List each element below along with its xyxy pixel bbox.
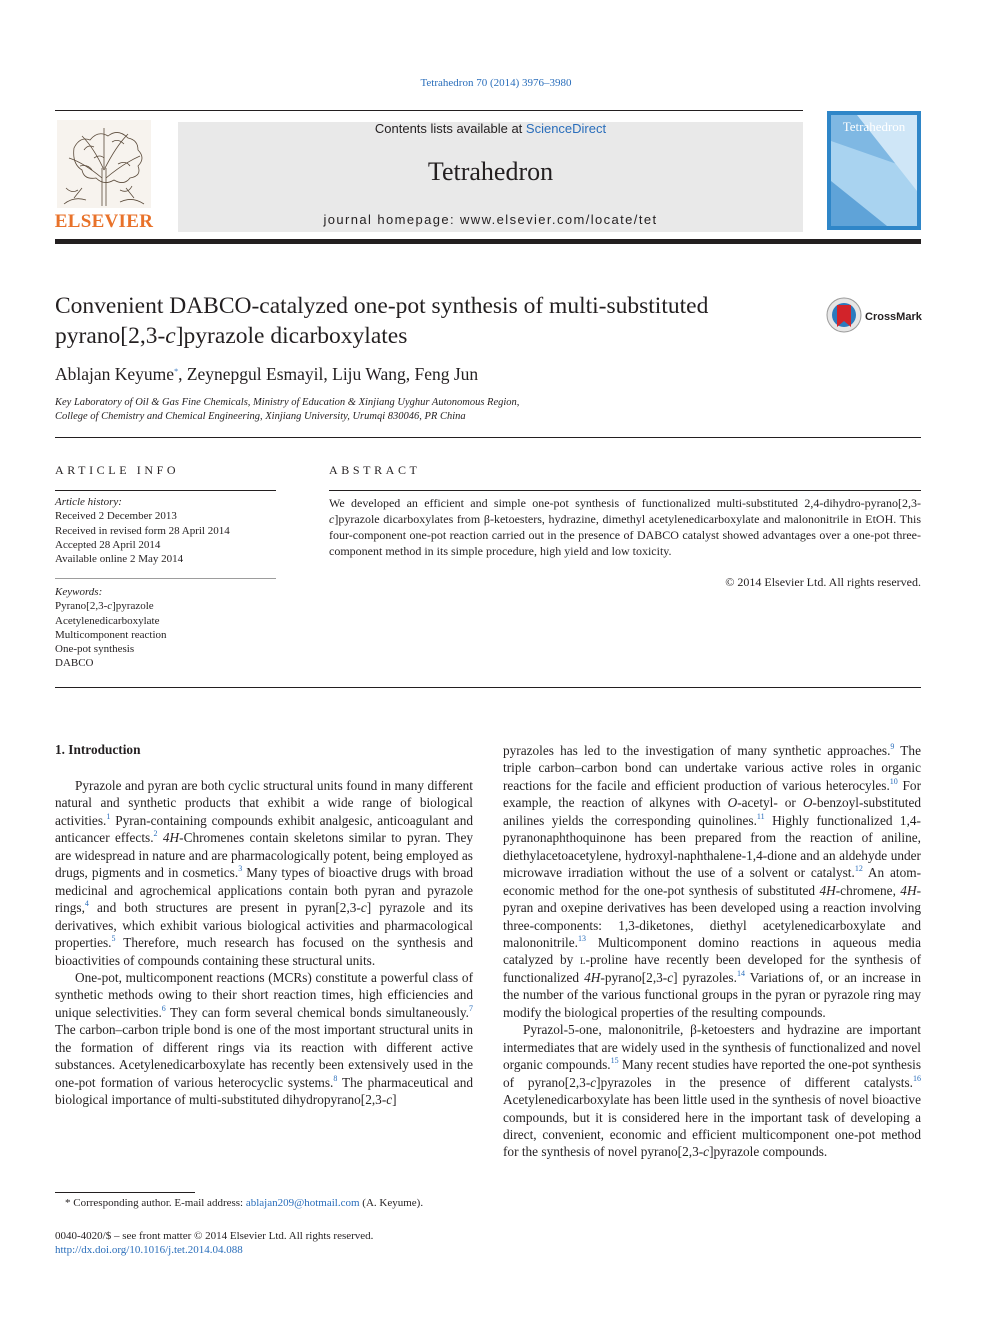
affiliation [55, 396, 755, 424]
title-line-2b: c [165, 323, 176, 349]
text-run: c [590, 1074, 597, 1090]
reference-link[interactable]: 6 [161, 1003, 166, 1013]
text-run: O [802, 795, 813, 811]
text-run: and both structures are present in pyran[2,3- [88, 900, 361, 916]
text-run: -proline have recently been developed for the synthesis of functionalized [503, 952, 922, 985]
title-line-2c: ]pyrazole dicarboxylates [175, 323, 408, 349]
history-accepted: Accepted 28 April 2014 [55, 538, 161, 551]
reference-link[interactable]: 14 [736, 968, 745, 978]
reference-link[interactable]: 9 [890, 742, 895, 751]
reference-link[interactable]: 3 [238, 864, 243, 874]
journal-name: Tetrahedron [427, 157, 554, 186]
text-run: pyrazoles has led to the investigation of many synthetic approaches. [503, 743, 891, 758]
text-run: 4H [819, 882, 836, 898]
text-run: Therefore, much research has focused on the synthesis and bioactivities of compounds containing these structural units. [55, 935, 473, 968]
reference-link[interactable]: 7 [469, 1003, 474, 1013]
footnote-text: Corresponding author. E-mail address: [70, 1197, 246, 1209]
section-rule [55, 437, 921, 438]
corresponding-mark[interactable]: * [174, 367, 179, 376]
text-run: Highly functionalized 1,4-pyranonaphthoquinone has been prepared from the reaction of aniline, diethylacetoacetylene, hydroxyl-naphthalene-1,4-dione and an aldehyde under microwave irradiation without the use of a solvent or catalyst. [503, 812, 921, 881]
affiliation-line-1: Key Laboratory of Oil & Gas Fine Chemicals, Ministry of Education & Xinjiang Uyghur Autonomous Region, [55, 397, 520, 408]
reference-link[interactable]: 12 [854, 864, 863, 874]
paragraph [55, 777, 473, 969]
reference-link[interactable]: 4 [84, 899, 89, 909]
text-run: Multicomponent domino reactions in aqueous media catalyzed by [503, 934, 921, 968]
text-run: l [580, 952, 586, 968]
history-label: Article history: [55, 496, 122, 508]
text-run: 4H [162, 830, 180, 846]
text-run: ] pyrazoles. [673, 969, 737, 985]
abstract-part: We developed an efficient and simple one-pot synthesis of functionalized multi-substituted 2,4-dihydro-pyrano[2,3- [329, 496, 921, 510]
text-run: One-pot, multicomponent reactions (MCRs) constitute a powerful class of synthetic methods owing to their short reaction times, high efficiencies and unique selectivities. [55, 969, 473, 1020]
contents-line [178, 121, 803, 136]
contents-prefix: Contents lists available at [374, 121, 526, 136]
section-heading-introduction: 1. Introduction [55, 742, 141, 757]
keywords-label: Keywords: [55, 586, 103, 598]
text-run: Pyrazole and pyran are both cyclic structural units found in many different natural and synthetic products that exhibit a wide range of biological activities. [55, 778, 473, 828]
text-run: Acetylenedicarboxylate has been little used in the synthesis of novel bioactive compounds, but it is considered here in the important task of developing a direct, convenient, economic and efficient multicomponent one-pot method for the synthesis of novel pyrano[2,3- [503, 1092, 921, 1160]
text-run: Many recent studies have reported the one-pot synthesis of pyrano[2,3- [503, 1057, 921, 1090]
doi-link[interactable]: http://dx.doi.org/10.1016/j.tet.2014.04.088 [55, 1244, 243, 1256]
keyword: Multicomponent reaction [55, 628, 167, 641]
text-run: ]pyrazoles in the presence of different catalysts. [596, 1074, 913, 1090]
keyword-part: ]pyrazole [112, 600, 154, 613]
abstract-copyright: © 2014 Elsevier Ltd. All rights reserved. [725, 575, 921, 589]
corresponding-author-footnote [55, 1197, 505, 1209]
sciencedirect-link[interactable]: ScienceDirect [525, 121, 607, 136]
text-run: Pyrazol-5-one, malononitrile, β-ketoesters and hydrazine are important intermediates that are widely used in the synthesis of functionalized and novel organic compounds. [503, 1022, 921, 1073]
header-thick-rule [55, 239, 921, 244]
history-online: Available online 2 May 2014 [55, 553, 184, 566]
text-run: The triple carbon–carbon bond can undertake various active roles in organic reactions for the facile and efficient production of various heterocyles. [503, 743, 921, 793]
crossmark-badge[interactable] [826, 297, 926, 333]
footnote-tail: (A. Keyume). [359, 1197, 424, 1209]
author-1[interactable]: Ablajan Keyume [55, 364, 175, 384]
text-run: The pharmaceutical and biological importance of multi-substituted dihydropyrano[2,3- [55, 1074, 473, 1108]
text-run: -pyrano[2,3- [600, 969, 668, 985]
abstract-rule [329, 490, 921, 491]
text-run: An atom-economic method for the one-pot synthesis of substituted [503, 865, 921, 898]
text-run: c [386, 1092, 393, 1108]
text-run: ] pyrazole and its derivatives, which exhibit various biological activities and pharmacological properties. [55, 900, 473, 951]
text-run: c [703, 1144, 710, 1160]
paragraph [503, 1021, 921, 1161]
keyword-part: c [107, 600, 113, 613]
paragraph [503, 742, 921, 1021]
reference-link[interactable]: 10 [889, 776, 898, 786]
text-run: c [667, 969, 674, 985]
text-run: ]pyrazole compounds. [709, 1144, 828, 1160]
text-run: ] [392, 1092, 397, 1108]
info-rule [55, 490, 276, 491]
abstract-part: ]pyrazole dicarboxylates from β-ketoesters, hydrazine, dimethyl acetylenedicarboxylate and malononitrile in EtOH. This four-component one-pot reaction carried out in the presence of DABCO catalyst showed advantages over a one-pot three-component method in its simple procedure, high yield and low toxicity. [329, 512, 921, 558]
footnote-mark: * [65, 1197, 71, 1209]
text-run: Pyran-containing compounds exhibit analgesic, anticoagulant and anticancer effects. [55, 812, 473, 846]
crossmark-label: CrossMark [865, 311, 922, 323]
text-run: For example, the reaction of alkynes with [503, 777, 921, 811]
reference-link[interactable]: 13 [577, 933, 586, 943]
reference-link[interactable]: 2 [153, 829, 158, 839]
abstract-text [329, 495, 921, 559]
email-link[interactable]: ablajan209@hotmail.com [245, 1197, 360, 1209]
journal-citation[interactable]: Tetrahedron 70 (2014) 3976–3980 [420, 77, 572, 89]
title-line-1: Convenient DABCO-catalyzed one-pot synthesis of multi-substituted [55, 293, 709, 319]
reference-link[interactable]: 1 [106, 811, 111, 821]
reference-link[interactable]: 16 [912, 1073, 921, 1083]
body-column-right [503, 742, 921, 1161]
history-received: Received 2 December 2013 [55, 510, 177, 523]
text-run: 4H [584, 969, 601, 985]
journal-homepage[interactable]: journal homepage: www.elsevier.com/locate/tet [323, 212, 658, 227]
keyword-part: Pyrano[2,3- [55, 600, 108, 613]
authors [55, 364, 478, 385]
header-rule [55, 110, 803, 111]
issn-line: 0040-4020/$ – see front matter © 2014 Elsevier Ltd. All rights reserved. [55, 1230, 374, 1242]
history-revised: Received in revised form 28 April 2014 [55, 524, 230, 537]
info-divider [55, 578, 276, 579]
reference-link[interactable]: 15 [610, 1056, 619, 1066]
title-line-2a: pyrano[2,3- [55, 323, 166, 349]
text-run: -pyran and oxepine derivatives has been developed using a reaction involving three-components: 1,3-diketones, diethyl acetylenedicarboxylate and malononitrile. [503, 882, 921, 950]
cover-title: Tetrahedron [842, 119, 906, 134]
text-run: -Chromenes contain skeletons similar to pyran. They are widespread in nature and are pharmacologically potent, being employed as drugs, pigments and in cosmetics. [55, 830, 474, 881]
footnote-rule [55, 1192, 195, 1193]
keyword: One-pot synthesis [55, 643, 135, 656]
text-run: -benzoyl-substituted anilines yields the corresponding quinolines. [503, 795, 921, 828]
abstract-heading: ABSTRACT [329, 463, 421, 477]
abstract-part: c [329, 512, 335, 526]
keyword: DABCO [55, 657, 94, 670]
text-run: -chromene, [835, 882, 901, 898]
affiliation-line-2: College of Chemistry and Chemical Engineering, Xinjiang University, Urumqi 830046, PR China [55, 411, 466, 422]
keyword [55, 599, 276, 613]
keyword: Acetylenedicarboxylate [55, 614, 160, 627]
article-info-heading: ARTICLE INFO [55, 463, 180, 477]
body-rule [55, 687, 921, 688]
text-run: c [360, 900, 367, 916]
front-matter [55, 1229, 495, 1257]
authors-rest: , Zeynepgul Esmayil, Liju Wang, Feng Jun [178, 364, 479, 384]
elsevier-wordmark: ELSEVIER [54, 211, 154, 232]
text-run: -acetyl- or [737, 795, 803, 811]
body-column-left [55, 777, 473, 1109]
reference-link[interactable]: 5 [111, 934, 116, 944]
paragraph [55, 969, 473, 1109]
keywords [55, 585, 276, 671]
reference-link[interactable]: 8 [333, 1073, 338, 1083]
article-title [55, 291, 815, 351]
text-run: The carbon–carbon triple bond is one of the most important structural units in the formation of different rings via its reaction with different active substances. Acetylenedicarboxylate has recently been extensively used in the one-pot formation of various heterocyclic systems. [55, 1022, 473, 1090]
journal-cover-thumbnail[interactable] [827, 111, 921, 230]
text-run: O [727, 795, 738, 811]
text-run: Many types of bioactive drugs with broad medicinal and agrochemical applications contain both pyran and pyrazole rings, [55, 865, 473, 916]
text-run: 4H [900, 882, 917, 898]
text-run: They can form several chemical bonds simultaneously. [165, 1004, 470, 1020]
article-history [55, 495, 276, 566]
text-run: Variations of, or an increase in the number of the various functional groups in the pyran or pyrazole ring may modify the biological properties of the resulting compounds. [503, 969, 921, 1020]
reference-link[interactable]: 11 [756, 811, 765, 821]
